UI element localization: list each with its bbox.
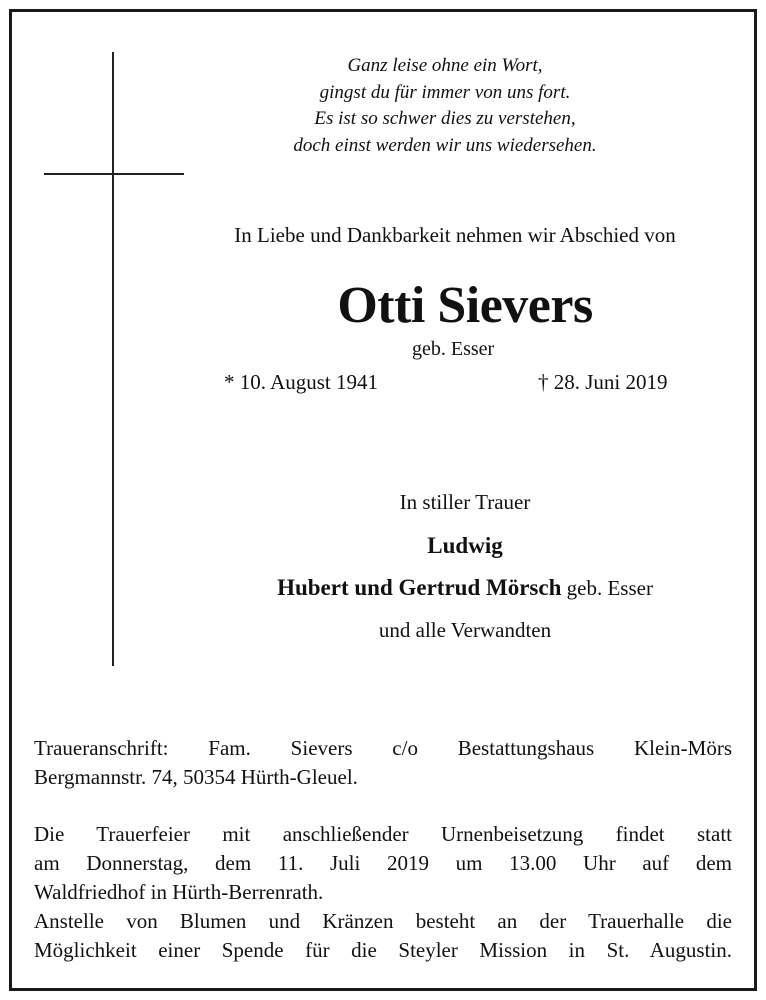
farewell-intro: In Liebe und Dankbarkeit nehmen wir Abschied von: [234, 223, 676, 247]
ceremony-line: Waldfriedhof in Hürth-Berrenrath.: [34, 880, 324, 904]
cross-vertical-bar: [112, 52, 114, 666]
mourner-relatives: und alle Verwandten: [378, 618, 552, 642]
ceremony-line: Möglichkeit einer Spende für die Steyler Mission in St. Augustin.: [34, 938, 732, 962]
ceremony-line: Die Trauerfeier mit anschließender Urnenbeisetzung findet statt: [34, 822, 732, 846]
cross-horizontal-bar: [44, 173, 184, 175]
ceremony-line: Anstelle von Blumen und Kränzen besteht an der Trauerhalle die: [34, 909, 732, 933]
mourner-ludwig: Ludwig: [427, 533, 503, 558]
address-line: Bergmannstr. 74, 50354 Hürth-Gleuel.: [34, 765, 358, 789]
mourning-heading: In stiller Trauer: [399, 490, 531, 514]
poem-line: Ganz leise ohne ein Wort,: [347, 55, 543, 76]
ceremony-line: am Donnerstag, dem 11. Juli 2019 um 13.00 Uhr auf dem: [34, 851, 732, 875]
maiden-name: geb. Esser: [412, 338, 495, 360]
death-date: † 28. Juni 2019: [538, 370, 668, 394]
birth-date: * 10. August 1941: [224, 370, 379, 394]
mourner-couple: [160, 575, 766, 601]
mourner-couple-names: Hubert und Gertrud Mörsch: [277, 575, 562, 600]
poem: [230, 53, 660, 159]
deceased-name: Otti Sievers: [337, 277, 593, 334]
poem-line: doch einst werden wir uns wiedersehen.: [293, 134, 597, 156]
address-line: Traueranschrift: Fam. Sievers c/o Bestattungshaus Klein-Mörs: [34, 736, 732, 760]
poem-line: Es ist so schwer dies zu verstehen,: [314, 108, 576, 129]
ceremony-info: [34, 820, 732, 965]
mourner-couple-maiden: geb. Esser: [561, 576, 653, 600]
poem-line: gingst du für immer von uns fort.: [319, 81, 571, 103]
mourning-address: [34, 734, 732, 792]
